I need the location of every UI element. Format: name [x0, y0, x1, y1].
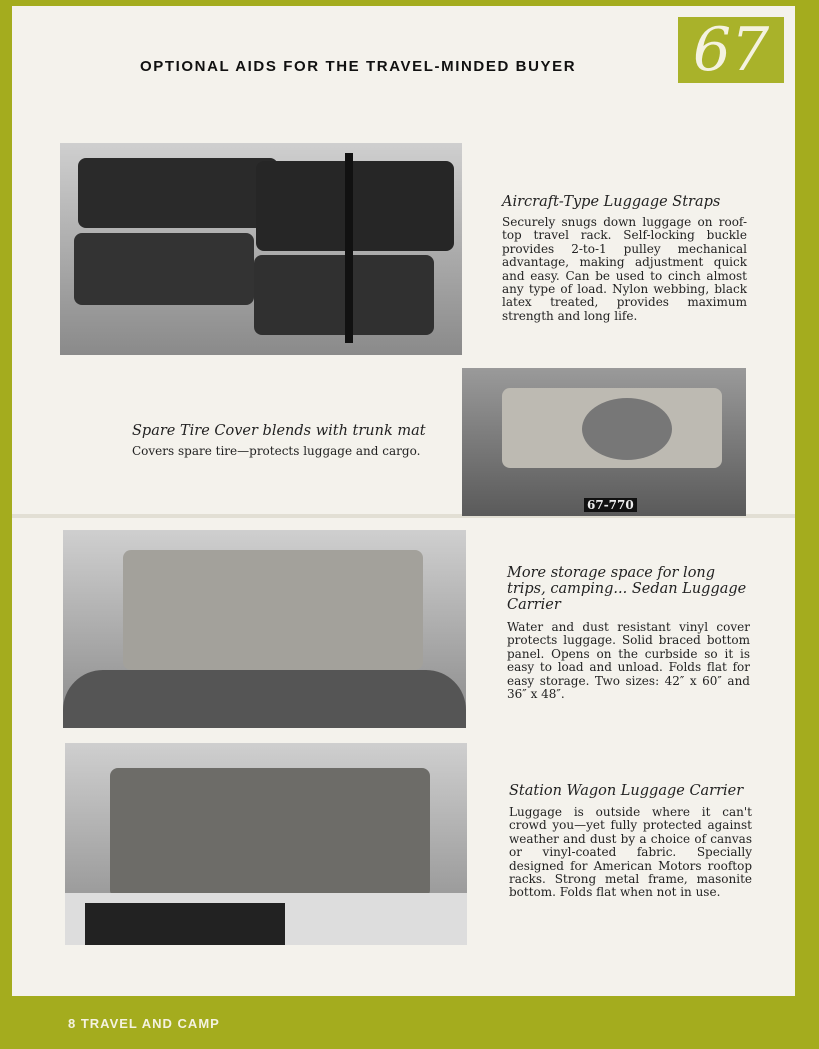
- sedan-carrier-photo: [63, 530, 466, 728]
- sedan-carrier-body: Water and dust resistant vinyl cover protects luggage. Solid braced bottom panel. Opens on the curbside so it is easy to load and unload. Folds flat for easy storage. Two sizes: 42″ x 60″ and 36″ x 48″.: [507, 620, 750, 702]
- wagon-carrier-heading: Station Wagon Luggage Carrier: [509, 783, 744, 799]
- luggage-straps-heading: Aircraft-Type Luggage Straps: [502, 194, 721, 210]
- spare-tire-body: Covers spare tire—protects luggage and cargo.: [132, 444, 421, 458]
- spare-tire-heading: Spare Tire Cover blends with trunk mat: [132, 423, 426, 439]
- footer-page-label: 8 TRAVEL AND CAMP: [68, 1016, 220, 1031]
- sedan-carrier-heading: More storage space for long trips, camping... Sedan Luggage Carrier: [507, 565, 747, 613]
- spare-tire-photo: [462, 368, 746, 516]
- luggage-straps-body: Securely snugs down luggage on roof-top travel rack. Self-locking buckle provides 2-to-1 pulley mechanical advantage, making adjustment quick and easy. Can be used to cinch almost any type of load. Nylon webbing, black latex treated, provides maximum strength and long life.: [502, 215, 747, 323]
- luggage-straps-photo: [60, 143, 462, 355]
- wagon-carrier-photo: [65, 743, 467, 945]
- year-badge: 67: [678, 17, 784, 83]
- page-title: OPTIONAL AIDS FOR THE TRAVEL-MINDED BUYER: [140, 58, 577, 75]
- wagon-carrier-body: Luggage is outside where it can't crowd you—yet fully protected against weather and dust by a choice of canvas or vinyl-coated fabric. Specially designed for American Motors rooftop racks. Strong metal frame, masonite bottom. Folds flat when not in use.: [509, 805, 752, 900]
- license-plate: 67-770: [584, 498, 637, 512]
